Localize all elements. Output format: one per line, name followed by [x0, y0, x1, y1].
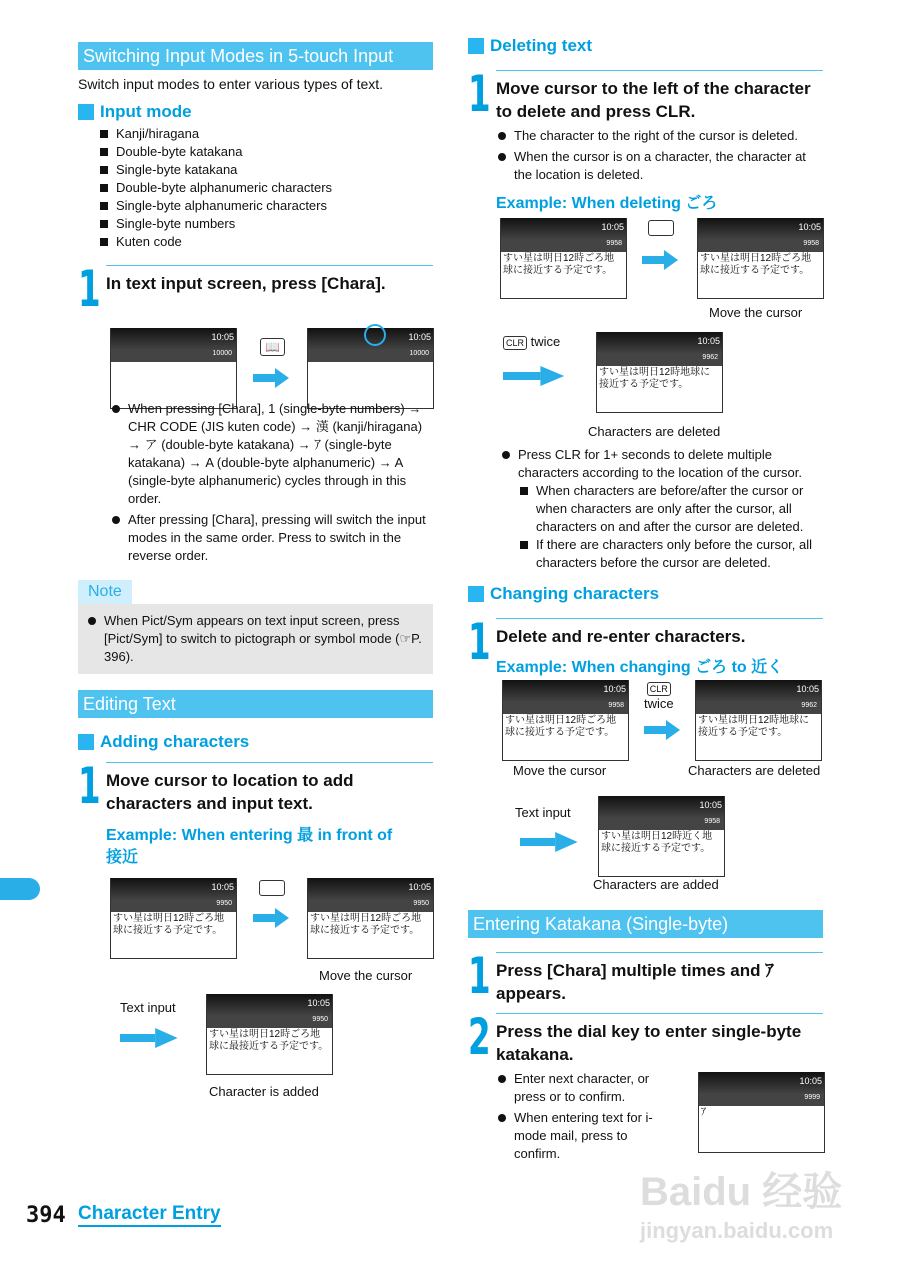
- list-item: Press CLR for 1+ seconds to delete multiple characters according to the location of the cursor.: [500, 446, 825, 482]
- clr-key-icon: CLR: [647, 682, 671, 696]
- clr-twice: [503, 334, 560, 350]
- deleting-extra: [500, 446, 825, 572]
- step-number: 1: [78, 260, 101, 318]
- clock: 10:05: [601, 222, 624, 232]
- status-bar: [111, 328, 236, 350]
- list-item: Kanji/hiragana: [98, 125, 433, 143]
- screen-add-1: [110, 878, 237, 959]
- step-body: [496, 618, 823, 677]
- status-bar: [599, 796, 724, 818]
- adding-heading-text: Adding characters: [100, 732, 250, 751]
- screen-text: すい星は明日12時ごろ地球に接近する予定です。: [113, 913, 225, 936]
- status-bar: [501, 218, 626, 240]
- note-box: [78, 604, 433, 674]
- caption-chars-deleted: Characters are deleted: [688, 763, 821, 778]
- deleting-heading-text: Deleting text: [490, 36, 593, 55]
- clock: 10:05: [603, 684, 626, 694]
- char-count: 9962: [597, 354, 722, 366]
- watermark-url: jingyan.baidu.com: [640, 1218, 834, 1243]
- caption-text-input: Text input: [515, 805, 571, 820]
- switch-intro: Switch input modes to enter various types of text.: [78, 76, 384, 92]
- arrow-icon: [120, 1028, 178, 1048]
- example-text: Example: When changing ごろ to 近く: [496, 659, 784, 676]
- side-tab: [0, 878, 40, 900]
- clock: 10:05: [408, 332, 431, 342]
- chara-key-icon: 📖: [260, 338, 285, 356]
- mode-highlight-circle: [364, 324, 386, 346]
- list-item: When the cursor is on a character, the character at the location is deleted.: [496, 148, 823, 184]
- screen-text: すい星は明日12時ごろ地球に最接近する予定です。: [209, 1029, 329, 1052]
- clock: 10:05: [799, 1076, 822, 1086]
- heading-square-icon: [78, 734, 94, 750]
- list-item: Double-byte alphanumeric characters: [98, 179, 433, 197]
- deleting-sub-bullets: [518, 482, 825, 572]
- list-item: When entering text for i-mode mail, press to confirm.: [496, 1109, 671, 1163]
- status-bar: [111, 878, 236, 900]
- screen-add-3: [206, 994, 333, 1075]
- arrow-icon: [520, 832, 578, 852]
- caption-move-cursor: Move the cursor: [513, 763, 607, 778]
- arrow-icon: [253, 368, 289, 388]
- step-text: Delete and re-enter characters.: [496, 618, 823, 648]
- list-item: If there are characters only before the cursor, all characters before the cursor are deleted.: [518, 536, 825, 572]
- screen-text: すい星は明日12時地球に接近する予定です。: [599, 367, 711, 390]
- list-item: The character to the right of the cursor is deleted.: [496, 127, 823, 145]
- screen-add-2: [307, 878, 434, 959]
- input-mode-heading: [78, 102, 433, 122]
- screen-text: すい星は明日12時ごろ地球に接近する予定です。: [310, 913, 422, 936]
- footer-section-title: Character Entry: [78, 1203, 221, 1227]
- step-body: [106, 762, 433, 869]
- example-text: Example: When deleting ごろ: [496, 195, 718, 212]
- input-mode-heading-text: Input mode: [100, 102, 192, 121]
- example-text: Example: When entering 最 in front of 接近: [106, 827, 393, 866]
- char-count: 9950: [308, 900, 433, 912]
- deleting-bullets: [496, 127, 823, 184]
- screen-text: すい星は明日12時ごろ地球に接近する予定です。: [503, 253, 615, 276]
- katakana-step-1: [468, 947, 823, 1005]
- list-item: After pressing [Chara], pressing will switch the input modes in the same order. Press to switch in the reverse order.: [110, 511, 430, 565]
- note-list: [86, 612, 425, 666]
- twice-label: twice: [530, 334, 561, 349]
- clr-twice: [644, 680, 674, 711]
- clock: 10:05: [307, 998, 330, 1008]
- status-bar: [699, 1072, 824, 1094]
- caption-chars-deleted: Characters are deleted: [588, 424, 721, 439]
- char-count: 9958: [503, 702, 628, 714]
- watermark-logo: Baidu 经验: [640, 1170, 843, 1214]
- status-bar: [597, 332, 722, 354]
- char-count: 9958: [599, 818, 724, 830]
- screen-katakana: [698, 1072, 825, 1153]
- arrow-icon: [644, 720, 680, 740]
- switch-bullets: [110, 400, 430, 565]
- step-number: 2: [468, 1008, 491, 1066]
- step-text: Move cursor to the left of the character to delete and press CLR.: [496, 70, 823, 123]
- caption-move-cursor: Move the cursor: [319, 968, 413, 983]
- step-number: 1: [468, 613, 491, 671]
- clock: 10:05: [699, 800, 722, 810]
- list-item: When characters are before/after the cursor or when characters are only after the cursor, all characters on and after the cursor are deleted.: [518, 482, 825, 536]
- screen-text: すい星は明日12時近く地球に接近する予定です。: [601, 831, 713, 854]
- step-text: Press the dial key to enter single-byte katakana.: [496, 1013, 823, 1066]
- status-bar: [696, 680, 821, 702]
- adding-heading: [78, 732, 433, 752]
- screen-del-1: [500, 218, 627, 299]
- katakana-bullets: [496, 1070, 671, 1163]
- char-count: 9950: [111, 900, 236, 912]
- note-label: Note: [78, 580, 132, 604]
- char-count: 10000: [308, 350, 433, 362]
- clr-key-icon: CLR: [503, 336, 527, 350]
- screen-del-2: [697, 218, 824, 299]
- clock: 10:05: [211, 882, 234, 892]
- dial-key-icon: [259, 880, 285, 896]
- list-item: Enter next character, or press or to confirm.: [496, 1070, 671, 1106]
- caption-character-added: Character is added: [209, 1084, 319, 1099]
- heading-square-icon: [468, 38, 484, 54]
- step-number: 1: [468, 65, 491, 123]
- step-number: 1: [78, 757, 101, 815]
- status-bar: [308, 878, 433, 900]
- arrow-icon: [503, 366, 564, 386]
- changing-step-1: [468, 613, 823, 677]
- list-item: Single-byte katakana: [98, 161, 433, 179]
- list-item: Single-byte numbers: [98, 215, 433, 233]
- screen-text: すい星は明日12時地球に接近する予定です。: [698, 715, 810, 738]
- step-text: Press [Chara] multiple times and ｱ appears.: [496, 952, 823, 1005]
- list-item: When Pict/Sym appears on text input screen, press [Pict/Sym] to switch to pictograph or symbol mode (☞P. 396).: [86, 612, 425, 666]
- status-bar: [503, 680, 628, 702]
- list-item: Kuten code: [98, 233, 433, 251]
- char-count: 9962: [696, 702, 821, 714]
- editing-block: [78, 690, 433, 869]
- char-count: 9958: [501, 240, 626, 252]
- clock: 10:05: [798, 222, 821, 232]
- screen-chg-2: [695, 680, 822, 761]
- list-item: When pressing [Chara], 1 (single-byte numbers) → CHR CODE (JIS kuten code) → 漢 (kanji/hiragana) → ア (double-byte katakana) → ｱ (single-byte katakana) → A (double-byte alphanumeric) → A (single-byte alphanumeric) cycles through in this order.: [110, 400, 430, 508]
- char-count: 9999: [699, 1094, 824, 1106]
- changing-block: [468, 584, 823, 677]
- note-block: [78, 580, 433, 674]
- editing-step-1: [78, 757, 433, 869]
- status-bar: [207, 994, 332, 1016]
- list-item: Single-byte alphanumeric characters: [98, 197, 433, 215]
- editing-section-title: Editing Text: [78, 690, 433, 718]
- step-text: In text input screen, press [Chara].: [106, 265, 433, 295]
- caption-text-input: Text input: [120, 1000, 176, 1015]
- arrow-icon: [642, 250, 678, 270]
- caption-chars-added: Characters are added: [593, 877, 719, 892]
- heading-square-icon: [468, 586, 484, 602]
- katakana-section-title: Entering Katakana (Single-byte): [468, 910, 823, 938]
- clock: 10:05: [796, 684, 819, 694]
- char-count: 9958: [698, 240, 823, 252]
- list-item: Double-byte katakana: [98, 143, 433, 161]
- char-count: 9950: [207, 1016, 332, 1028]
- screen-text: すい星は明日12時ごろ地球に接近する予定です。: [505, 715, 617, 738]
- clock: 10:05: [211, 332, 234, 342]
- step-body: [496, 70, 823, 213]
- clock: 10:05: [408, 882, 431, 892]
- screen-del-3: [596, 332, 723, 413]
- twice-label: twice: [644, 696, 674, 711]
- screen-before-chara: [110, 328, 237, 409]
- status-bar: [698, 218, 823, 240]
- page-number: 394: [26, 1203, 66, 1228]
- caption-move-cursor: Move the cursor: [709, 305, 803, 320]
- deleting-bullets-2: [500, 446, 825, 482]
- mode-list: [98, 125, 433, 251]
- switch-section-title: Switching Input Modes in 5-touch Input: [78, 42, 433, 70]
- changing-heading-text: Changing characters: [490, 584, 660, 603]
- changing-heading: [468, 584, 823, 604]
- screen-chg-3: [598, 796, 725, 877]
- deleting-heading: [468, 36, 823, 56]
- step-number: 1: [468, 947, 491, 1005]
- step-text: Move cursor to location to add characters and input text.: [106, 762, 433, 815]
- char-count: 10000: [111, 350, 236, 362]
- clock: 10:05: [697, 336, 720, 346]
- left-column: [78, 42, 433, 318]
- deleting-step-1: [468, 65, 823, 213]
- screen-text: ｱ: [701, 1107, 706, 1118]
- screen-chg-1: [502, 680, 629, 761]
- arrow-icon: [253, 908, 289, 928]
- right-column: [468, 36, 823, 213]
- heading-square-icon: [78, 104, 94, 120]
- screen-text: すい星は明日12時ごろ地球に接近する予定です。: [700, 253, 812, 276]
- switch-step-1: [78, 260, 433, 318]
- dial-key-icon: [648, 220, 674, 236]
